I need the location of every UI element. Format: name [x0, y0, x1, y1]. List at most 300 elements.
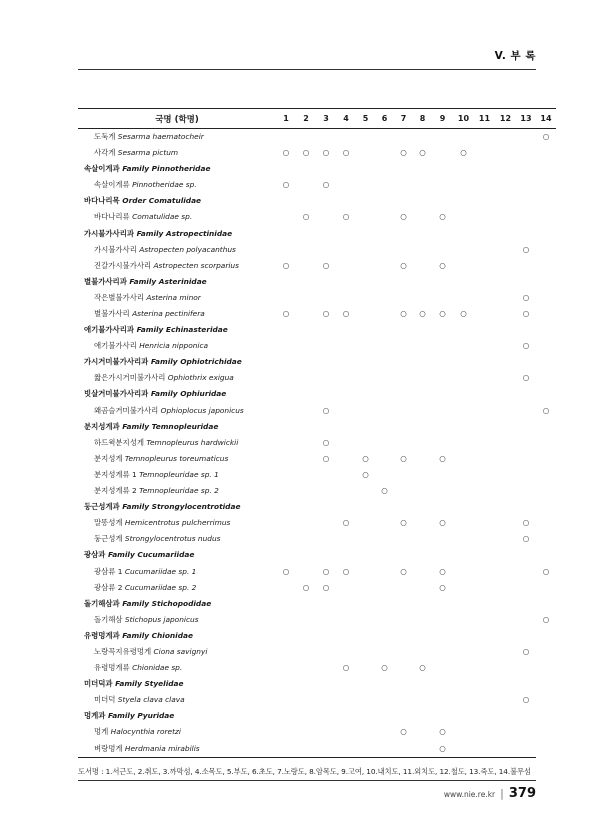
- occurrence-cell: [495, 660, 516, 676]
- occurrence-cell: [453, 209, 474, 225]
- occurrence-mark: ○: [522, 534, 530, 544]
- occurrence-cell: [316, 741, 336, 757]
- occurrence-cell: [276, 435, 296, 451]
- occurrence-cell: [453, 387, 474, 403]
- occurrence-cell: [413, 660, 432, 676]
- occurrence-mark: ○: [460, 309, 467, 318]
- occurrence-cell: [394, 531, 413, 547]
- occurrence-cell: [336, 547, 356, 563]
- occurrence-cell: [316, 628, 336, 644]
- scientific-name: Family Temnopleuridae: [122, 421, 219, 431]
- occurrence-cell: [316, 354, 336, 370]
- occurrence-cell: [356, 531, 375, 547]
- occurrence-cell: [536, 708, 556, 724]
- family-name-cell: [78, 628, 276, 644]
- occurrence-mark: ○: [419, 148, 426, 158]
- table-row: [78, 467, 556, 483]
- occurrence-cell: [375, 547, 394, 563]
- occurrence-cell: [394, 354, 413, 370]
- occurrence-cell: [516, 564, 536, 580]
- occurrence-cell: [316, 322, 336, 338]
- occurrence-cell: [316, 612, 336, 628]
- scientific-name: Styela clava clava: [117, 695, 185, 705]
- occurrence-cell: [495, 435, 516, 451]
- occurrence-cell: [413, 612, 432, 628]
- scientific-name: Family Pyuridae: [108, 711, 175, 721]
- species-name-cell: [78, 435, 276, 451]
- occurrence-cell: [375, 451, 394, 467]
- occurrence-mark: ○: [439, 518, 446, 528]
- scientific-name: Astropecten scorparius: [153, 260, 239, 270]
- occurrence-mark: ○: [400, 566, 407, 576]
- korean-name: 가시불가사리: [94, 244, 137, 254]
- occurrence-cell: [276, 644, 296, 660]
- occurrence-cell: [474, 274, 495, 290]
- scientific-name: Temnopleuridae sp. 2: [139, 486, 219, 496]
- occurrence-cell: [516, 226, 536, 242]
- occurrence-mark: ○: [342, 148, 350, 158]
- occurrence-mark: ○: [439, 566, 446, 576]
- occurrence-cell: [276, 692, 296, 708]
- table-row: [78, 547, 556, 563]
- occurrence-cell: [536, 564, 556, 580]
- occurrence-cell: [536, 644, 556, 660]
- occurrence-cell: [276, 467, 296, 483]
- occurrence-cell: [432, 258, 453, 274]
- occurrence-cell: [394, 692, 413, 708]
- occurrence-mark: ○: [342, 663, 350, 673]
- occurrence-cell: [432, 193, 453, 209]
- occurrence-cell: [336, 483, 356, 499]
- korean-name: 분지성게: [94, 453, 123, 463]
- occurrence-cell: [516, 419, 536, 435]
- occurrence-cell: [276, 274, 296, 290]
- occurrence-cell: [375, 338, 394, 354]
- occurrence-cell: [296, 435, 316, 451]
- occurrence-mark: ○: [522, 373, 530, 383]
- table-row: [78, 226, 556, 242]
- occurrence-cell: [432, 660, 453, 676]
- occurrence-cell: [375, 403, 394, 419]
- occurrence-cell: [536, 451, 556, 467]
- occurrence-cell: [375, 515, 394, 531]
- occurrence-cell: [536, 741, 556, 757]
- occurrence-mark: ○: [439, 453, 446, 463]
- occurrence-cell: [316, 724, 336, 740]
- occurrence-cell: [474, 676, 495, 692]
- scientific-name: Chionidae sp.: [132, 663, 183, 673]
- occurrence-cell: [296, 403, 316, 419]
- scientific-name: Family Strongylocentrotidae: [122, 502, 241, 512]
- occurrence-cell: [453, 499, 474, 515]
- occurrence-mark: ○: [302, 212, 310, 222]
- occurrence-cell: [375, 628, 394, 644]
- occurrence-cell: [474, 338, 495, 354]
- occurrence-cell: [413, 387, 432, 403]
- scientific-name: Family Echinasteridae: [136, 325, 228, 335]
- occurrence-cell: [276, 676, 296, 692]
- occurrence-cell: [453, 274, 474, 290]
- occurrence-cell: [375, 741, 394, 757]
- occurrence-cell: [316, 515, 336, 531]
- occurrence-cell: [495, 338, 516, 354]
- occurrence-cell: [356, 708, 375, 724]
- occurrence-cell: [413, 644, 432, 660]
- table-row: [78, 483, 556, 499]
- occurrence-cell: [375, 708, 394, 724]
- occurrence-cell: [394, 177, 413, 193]
- occurrence-mark: ○: [522, 518, 530, 528]
- occurrence-cell: [536, 129, 556, 146]
- occurrence-cell: [495, 724, 516, 740]
- occurrence-cell: [432, 531, 453, 547]
- occurrence-cell: [336, 515, 356, 531]
- occurrence-cell: [356, 435, 375, 451]
- occurrence-cell: [336, 161, 356, 177]
- occurrence-mark: ○: [302, 148, 310, 158]
- occurrence-cell: [296, 209, 316, 225]
- occurrence-cell: [536, 274, 556, 290]
- occurrence-cell: [316, 403, 336, 419]
- occurrence-cell: [356, 226, 375, 242]
- occurrence-cell: [375, 290, 394, 306]
- column-header-8: 8: [413, 109, 432, 129]
- occurrence-cell: [394, 515, 413, 531]
- occurrence-cell: [432, 580, 453, 596]
- table-row: [78, 322, 556, 338]
- occurrence-cell: [453, 451, 474, 467]
- korean-name: 광삼류 1: [94, 566, 123, 576]
- occurrence-cell: [536, 387, 556, 403]
- occurrence-cell: [536, 145, 556, 161]
- occurrence-cell: [316, 564, 336, 580]
- occurrence-cell: [296, 451, 316, 467]
- occurrence-cell: [516, 547, 536, 563]
- table-row: [78, 676, 556, 692]
- occurrence-cell: [316, 499, 336, 515]
- occurrence-cell: [375, 177, 394, 193]
- occurrence-mark: ○: [460, 148, 467, 158]
- occurrence-cell: [375, 354, 394, 370]
- occurrence-mark: ○: [400, 212, 407, 222]
- occurrence-cell: [413, 724, 432, 740]
- occurrence-cell: [336, 628, 356, 644]
- occurrence-cell: [276, 564, 296, 580]
- occurrence-cell: [495, 290, 516, 306]
- occurrence-cell: [432, 451, 453, 467]
- occurrence-cell: [516, 209, 536, 225]
- occurrence-cell: [536, 483, 556, 499]
- occurrence-cell: [495, 274, 516, 290]
- table-row: [78, 354, 556, 370]
- occurrence-cell: [296, 724, 316, 740]
- occurrence-cell: [276, 708, 296, 724]
- occurrence-cell: [413, 531, 432, 547]
- occurrence-cell: [413, 596, 432, 612]
- korean-name: 빗살거미불가사리과: [84, 389, 149, 399]
- occurrence-cell: [453, 660, 474, 676]
- occurrence-cell: [394, 612, 413, 628]
- korean-name: 진갈가시불가사리: [94, 260, 152, 270]
- scientific-name: Sesarma haematocheir: [117, 131, 204, 141]
- occurrence-cell: [316, 451, 336, 467]
- korean-name: 멍게: [94, 727, 109, 737]
- occurrence-cell: [276, 387, 296, 403]
- species-name-cell: [78, 145, 276, 161]
- occurrence-mark: ○: [342, 309, 350, 318]
- occurrence-mark: ○: [342, 212, 350, 222]
- species-name-cell: [78, 403, 276, 419]
- occurrence-cell: [296, 515, 316, 531]
- occurrence-cell: [413, 242, 432, 258]
- occurrence-cell: [356, 483, 375, 499]
- table-row: [78, 660, 556, 676]
- korean-name: 도둑게: [94, 131, 116, 141]
- occurrence-cell: [375, 161, 394, 177]
- scientific-name: Cucumariidae sp. 1: [124, 566, 197, 576]
- scientific-name: Ophioplocus japonicus: [160, 405, 244, 415]
- occurrence-cell: [296, 741, 316, 757]
- occurrence-cell: [453, 145, 474, 161]
- occurrence-cell: [336, 419, 356, 435]
- occurrence-cell: [394, 258, 413, 274]
- occurrence-cell: [316, 242, 336, 258]
- korean-name: 사각게: [94, 148, 116, 158]
- occurrence-cell: [474, 741, 495, 757]
- occurrence-cell: [276, 403, 296, 419]
- occurrence-mark: ○: [542, 405, 550, 415]
- occurrence-cell: [394, 708, 413, 724]
- table-row: [78, 741, 556, 757]
- occurrence-cell: [516, 499, 536, 515]
- occurrence-cell: [432, 290, 453, 306]
- occurrence-mark: ○: [522, 695, 530, 705]
- occurrence-cell: [394, 193, 413, 209]
- occurrence-cell: [432, 403, 453, 419]
- occurrence-cell: [432, 129, 453, 146]
- occurrence-cell: [495, 676, 516, 692]
- occurrence-cell: [276, 499, 296, 515]
- occurrence-cell: [516, 290, 536, 306]
- occurrence-cell: [356, 145, 375, 161]
- occurrence-cell: [276, 322, 296, 338]
- occurrence-cell: [453, 724, 474, 740]
- occurrence-cell: [356, 209, 375, 225]
- occurrence-cell: [413, 547, 432, 563]
- occurrence-mark: ○: [322, 582, 330, 592]
- occurrence-cell: [413, 628, 432, 644]
- occurrence-cell: [394, 161, 413, 177]
- scientific-name: Henricia nipponica: [139, 341, 209, 351]
- footer-content: [78, 781, 536, 801]
- table-row: [78, 290, 556, 306]
- occurrence-cell: [413, 177, 432, 193]
- occurrence-cell: [296, 660, 316, 676]
- occurrence-cell: [536, 596, 556, 612]
- occurrence-cell: [276, 193, 296, 209]
- occurrence-cell: [495, 451, 516, 467]
- occurrence-cell: [413, 161, 432, 177]
- occurrence-cell: [276, 724, 296, 740]
- occurrence-cell: [316, 596, 336, 612]
- occurrence-cell: [316, 467, 336, 483]
- occurrence-cell: [356, 193, 375, 209]
- occurrence-cell: [296, 419, 316, 435]
- korean-name: 광삼류 2: [94, 582, 123, 592]
- occurrence-cell: [276, 145, 296, 161]
- occurrence-cell: [296, 483, 316, 499]
- table-body: [78, 129, 556, 757]
- occurrence-cell: [536, 354, 556, 370]
- scientific-name: Astropecten polyacanthus: [139, 244, 236, 254]
- occurrence-cell: [453, 644, 474, 660]
- occurrence-mark: ○: [362, 453, 369, 463]
- occurrence-cell: [453, 419, 474, 435]
- occurrence-cell: [394, 741, 413, 757]
- family-name-cell: [78, 547, 276, 563]
- scientific-name: Herdmania mirabilis: [124, 743, 200, 753]
- table-footnote: 도서명 : 1.서근도, 2.취도, 3.까막섬, 4.소목도, 5.부도, 6.초도, 7.노랑도, 8.암목도, 9.고여, 10.내치도, 11.외치도, 12.철도, 13.죽도, 14.불무섬: [78, 767, 531, 776]
- occurrence-cell: [413, 338, 432, 354]
- occurrence-cell: [453, 741, 474, 757]
- occurrence-cell: [495, 419, 516, 435]
- occurrence-cell: [336, 580, 356, 596]
- occurrence-cell: [316, 306, 336, 322]
- korean-name: 하드윅분지성게: [94, 437, 144, 447]
- occurrence-cell: [432, 547, 453, 563]
- column-header-1: 1: [276, 109, 296, 129]
- occurrence-cell: [276, 209, 296, 225]
- occurrence-cell: [356, 161, 375, 177]
- occurrence-cell: [413, 708, 432, 724]
- occurrence-cell: [474, 483, 495, 499]
- occurrence-cell: [336, 451, 356, 467]
- occurrence-cell: [453, 193, 474, 209]
- occurrence-cell: [356, 370, 375, 386]
- column-header-10: 10: [453, 109, 474, 129]
- occurrence-cell: [316, 209, 336, 225]
- occurrence-mark: ○: [439, 309, 446, 318]
- scientific-name: Pinnotheridae sp.: [132, 180, 197, 190]
- occurrence-cell: [296, 547, 316, 563]
- occurrence-cell: [336, 258, 356, 274]
- occurrence-cell: [336, 387, 356, 403]
- family-name-cell: [78, 161, 276, 177]
- occurrence-cell: [474, 322, 495, 338]
- occurrence-cell: [474, 660, 495, 676]
- occurrence-cell: [413, 451, 432, 467]
- occurrence-mark: ○: [342, 518, 350, 528]
- occurrence-mark: ○: [322, 148, 330, 158]
- occurrence-cell: [474, 290, 495, 306]
- occurrence-cell: [356, 258, 375, 274]
- occurrence-cell: [474, 209, 495, 225]
- occurrence-cell: [316, 644, 336, 660]
- occurrence-mark: ○: [542, 131, 550, 141]
- occurrence-cell: [536, 209, 556, 225]
- occurrence-cell: [536, 306, 556, 322]
- occurrence-cell: [375, 676, 394, 692]
- occurrence-cell: [336, 676, 356, 692]
- occurrence-cell: [316, 290, 336, 306]
- occurrence-cell: [413, 419, 432, 435]
- korean-name: 분지성게과: [84, 421, 120, 431]
- occurrence-cell: [276, 612, 296, 628]
- occurrence-cell: [296, 387, 316, 403]
- occurrence-cell: [375, 596, 394, 612]
- occurrence-cell: [375, 644, 394, 660]
- occurrence-cell: [375, 387, 394, 403]
- occurrence-cell: [495, 387, 516, 403]
- scientific-name: Stichopus japonicus: [124, 614, 199, 624]
- occurrence-cell: [495, 580, 516, 596]
- occurrence-cell: [516, 724, 536, 740]
- occurrence-cell: [375, 419, 394, 435]
- occurrence-cell: [474, 580, 495, 596]
- occurrence-cell: [375, 370, 394, 386]
- column-header-6: 6: [375, 109, 394, 129]
- page-header: [78, 48, 536, 70]
- occurrence-cell: [516, 274, 536, 290]
- table-row: [78, 580, 556, 596]
- occurrence-cell: [536, 242, 556, 258]
- occurrence-cell: [276, 338, 296, 354]
- occurrence-cell: [296, 596, 316, 612]
- occurrence-cell: [356, 403, 375, 419]
- korean-name: 돌기해삼과: [84, 598, 120, 608]
- occurrence-cell: [495, 129, 516, 146]
- occurrence-cell: [316, 258, 336, 274]
- species-name-cell: [78, 451, 276, 467]
- occurrence-cell: [336, 660, 356, 676]
- occurrence-cell: [453, 354, 474, 370]
- occurrence-mark: ○: [400, 309, 407, 318]
- occurrence-cell: [356, 724, 375, 740]
- family-name-cell: [78, 708, 276, 724]
- occurrence-cell: [375, 531, 394, 547]
- occurrence-cell: [296, 499, 316, 515]
- occurrence-cell: [375, 306, 394, 322]
- occurrence-mark: ○: [439, 260, 446, 270]
- occurrence-mark: ○: [400, 260, 407, 270]
- occurrence-mark: ○: [419, 309, 426, 318]
- occurrence-cell: [394, 387, 413, 403]
- occurrence-cell: [432, 483, 453, 499]
- family-name-cell: [78, 226, 276, 242]
- table-bottom-divider: [78, 757, 536, 758]
- occurrence-cell: [536, 161, 556, 177]
- occurrence-cell: [336, 370, 356, 386]
- occurrence-cell: [413, 322, 432, 338]
- occurrence-cell: [276, 580, 296, 596]
- occurrence-cell: [394, 547, 413, 563]
- occurrence-mark: ○: [400, 518, 407, 528]
- occurrence-cell: [432, 209, 453, 225]
- table-row: [78, 435, 556, 451]
- occurrence-cell: [432, 467, 453, 483]
- occurrence-cell: [375, 242, 394, 258]
- occurrence-cell: [316, 547, 336, 563]
- occurrence-cell: [394, 145, 413, 161]
- occurrence-cell: [516, 161, 536, 177]
- occurrence-cell: [516, 338, 536, 354]
- occurrence-cell: [516, 354, 536, 370]
- occurrence-cell: [296, 692, 316, 708]
- occurrence-cell: [375, 258, 394, 274]
- species-name-cell: [78, 644, 276, 660]
- family-name-cell: [78, 419, 276, 435]
- species-name-cell: [78, 531, 276, 547]
